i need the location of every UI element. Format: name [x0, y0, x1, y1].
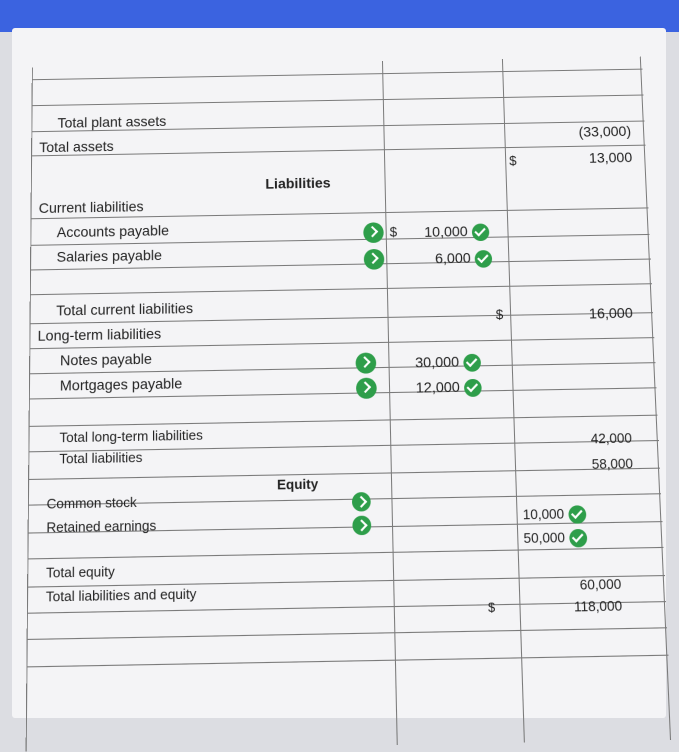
total-assets-label: Total assets	[39, 137, 114, 156]
correct-check-icon	[475, 250, 493, 268]
account-select-chevron-icon[interactable]	[356, 378, 377, 399]
mortgages-payable-value[interactable]: 12,000	[416, 378, 482, 398]
correct-check-icon	[464, 379, 482, 397]
total-plant-assets-value[interactable]: (33,000)	[578, 122, 632, 140]
balance-sheet-page	[12, 28, 666, 718]
notes-payable-value[interactable]: 30,000	[415, 353, 481, 373]
total-long-term-liabilities-value[interactable]: 42,000	[590, 429, 633, 447]
row-line	[30, 283, 652, 295]
notes-payable-label: Notes payable	[59, 350, 152, 369]
row-line	[27, 547, 663, 560]
salaries-payable-label: Salaries payable	[56, 246, 162, 265]
current-liabilities-label: Current liabilities	[38, 197, 144, 217]
balance-sheet-table	[26, 57, 672, 752]
total-equity-label: Total equity	[46, 563, 115, 581]
correct-check-icon	[472, 223, 490, 241]
row-line	[29, 415, 658, 427]
liabilities-heading: Liabilities	[265, 174, 331, 192]
account-select-chevron-icon[interactable]	[363, 222, 384, 243]
mortgages-payable-label: Mortgages payable	[59, 374, 183, 394]
row-line	[32, 69, 643, 81]
accounts-payable-value[interactable]: 10,000	[424, 222, 489, 241]
common-stock-label: Common stock	[46, 494, 137, 512]
total-liabilities-and-equity-value[interactable]: 118,000	[573, 597, 623, 615]
row-line	[26, 627, 668, 667]
correct-check-icon	[463, 354, 481, 372]
total-le-dollar-sign: $	[487, 599, 496, 616]
total-current-liabilities-label: Total current liabilities	[56, 299, 194, 319]
total-assets-dollar-sign: $	[508, 152, 517, 169]
retained-earnings-value[interactable]: 50,000	[523, 529, 587, 549]
total-current-liabilities-value[interactable]: 16,000	[588, 304, 634, 322]
total-equity-value[interactable]: 60,000	[579, 575, 622, 593]
total-liabilities-value[interactable]: 58,000	[591, 455, 634, 473]
accounts-payable-dollar-sign: $	[389, 224, 398, 240]
accounts-payable-label: Accounts payable	[56, 221, 170, 241]
account-select-chevron-icon[interactable]	[352, 516, 371, 536]
long-term-liabilities-label: Long-term liabilities	[37, 325, 162, 344]
total-liabilities-and-equity-label: Total liabilities and equity	[45, 585, 197, 605]
account-select-chevron-icon[interactable]	[352, 492, 371, 512]
row-line	[32, 95, 644, 107]
total-liabilities-label: Total liabilities	[59, 449, 143, 467]
equity-heading: Equity	[276, 475, 319, 493]
retained-earnings-label: Retained earnings	[46, 517, 157, 536]
correct-check-icon	[569, 529, 587, 548]
total-current-dollar-sign: $	[495, 306, 504, 323]
total-assets-value[interactable]: 13,000	[588, 148, 633, 166]
account-select-chevron-icon[interactable]	[355, 352, 376, 373]
account-select-chevron-icon[interactable]	[364, 249, 385, 270]
common-stock-value[interactable]: 10,000	[523, 505, 587, 524]
correct-check-icon	[568, 505, 586, 524]
total-long-term-liabilities-label: Total long-term liabilities	[59, 426, 203, 446]
total-plant-assets-label: Total plant assets	[57, 112, 167, 131]
salaries-payable-value[interactable]: 6,000	[435, 249, 493, 268]
